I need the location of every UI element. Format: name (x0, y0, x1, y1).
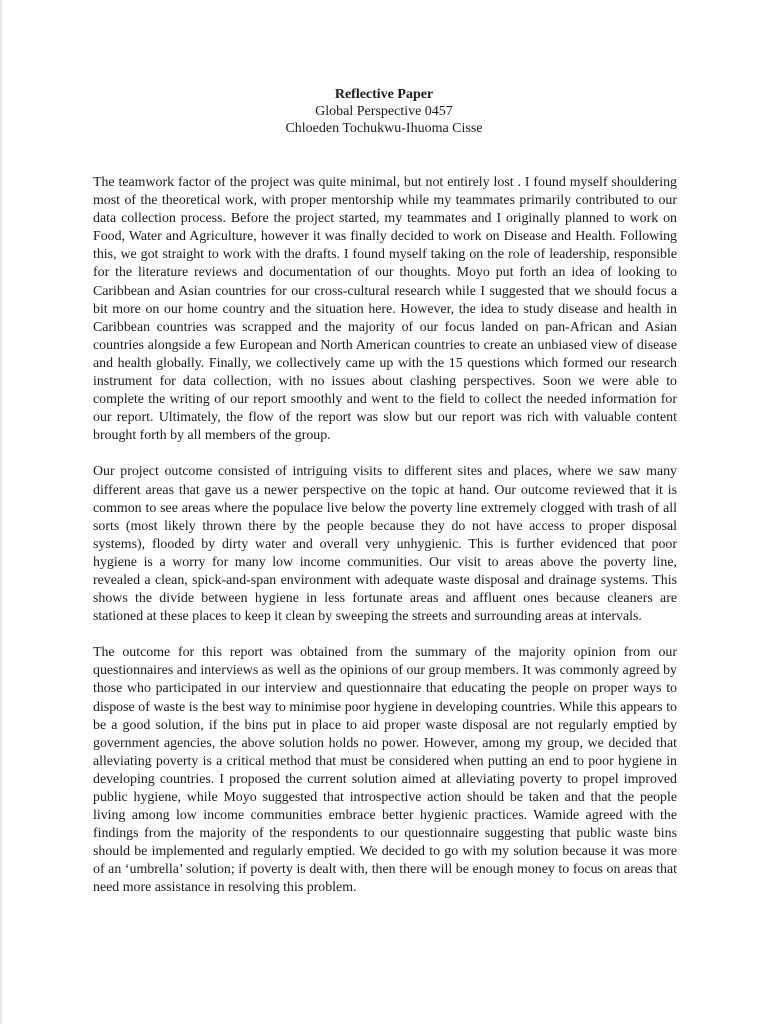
author-line: Chloeden Tochukwu-Ihuoma Cisse (285, 121, 483, 136)
paragraph-teamwork: The teamwork factor of the project was quite minimal, but not entirely lost . I found myself shouldering most of the theoretical work, with proper mentorship while my teammates primarily contributed to our data collection process. Before the project started, my teammates and I originally planned to work on Food, Water and Agriculture, however it was finally decided to work on Disease and Health. Following this, we got straight to work with the drafts. I found myself taking on the role of leadership, responsible for the literature reviews and documentation of our thoughts. Moyo put forth an idea of looking to Caribbean and Asian countries for our cross-cultural research while I suggested that we should focus a bit more on our home country and the situation here. However, the idea to study disease and health in Caribbean countries was scrapped and the majority of our focus landed on pan-African and Asian countries alongside a few European and North American countries to create an unbiased view of disease and health globally. Finally, we collectively came up with the 15 questions which formed our research instrument for data collection, with no issues about clashing perspectives. Soon we were able to complete the writing of our report smoothly and went to the field to collect the needed information for our report. Ultimately, the flow of the report was slow but our report was rich with valuable content brought forth by all members of the group. (93, 175, 677, 444)
course-line: Global Perspective 0457 (315, 104, 453, 119)
document-title: Reflective Paper (334, 87, 434, 102)
document-header (0, 86, 768, 137)
page-edge (0, 0, 2, 1024)
document-body (93, 174, 677, 916)
paragraph-project-outcome: Our project outcome consisted of intriguing visits to different sites and places, where we saw many different areas that gave us a newer perspective on the topic at hand. Our outcome reviewed that it is common to see areas where the populace live below the poverty line extremely clogged with trash of all sorts (most likely thrown there by the people because they do not have access to proper disposal systems), flooded by dirty water and overall very unhygienic. This is further evidenced that poor hygiene is a worry for many low income communities. Our visit to areas above the poverty line, revealed a clean, spick-and-span environment with adequate waste disposal and drainage systems. This shows the divide between hygiene in less fortunate areas and affluent ones because cleaners are stationed at these places to keep it clean by sweeping the streets and surrounding areas at intervals. (93, 464, 677, 625)
paragraph-report-outcome: The outcome for this report was obtained from the summary of the majority opinion from our questionnaires and interviews as well as the opinions of our group members. It was commonly agreed by those who participated in our interview and questionnaire that educating the people on proper ways to dispose of waste is the best way to minimise poor hygiene in developing countries. While this appears to be a good solution, if the bins put in place to aid proper waste disposal are not regularly emptied by government agencies, the above solution holds no power. However, among my group, we decided that alleviating poverty is a critical method that must be considered when putting an end to poor hygiene in developing countries. I proposed the current solution aimed at alleviating poverty to propel improved public hygiene, while Moyo suggested that introspective action should be taken and that the people living among low income communities embrace better hygienic practices. Wamide agreed with the findings from the majority of the respondents to our questionnaire suggesting that public waste bins should be implemented and regularly emptied. We decided to go with my solution because it was more of an ‘umbrella’ solution; if poverty is dealt with, then there will be enough money to focus on areas that need more assistance in resolving this problem. (93, 645, 677, 896)
